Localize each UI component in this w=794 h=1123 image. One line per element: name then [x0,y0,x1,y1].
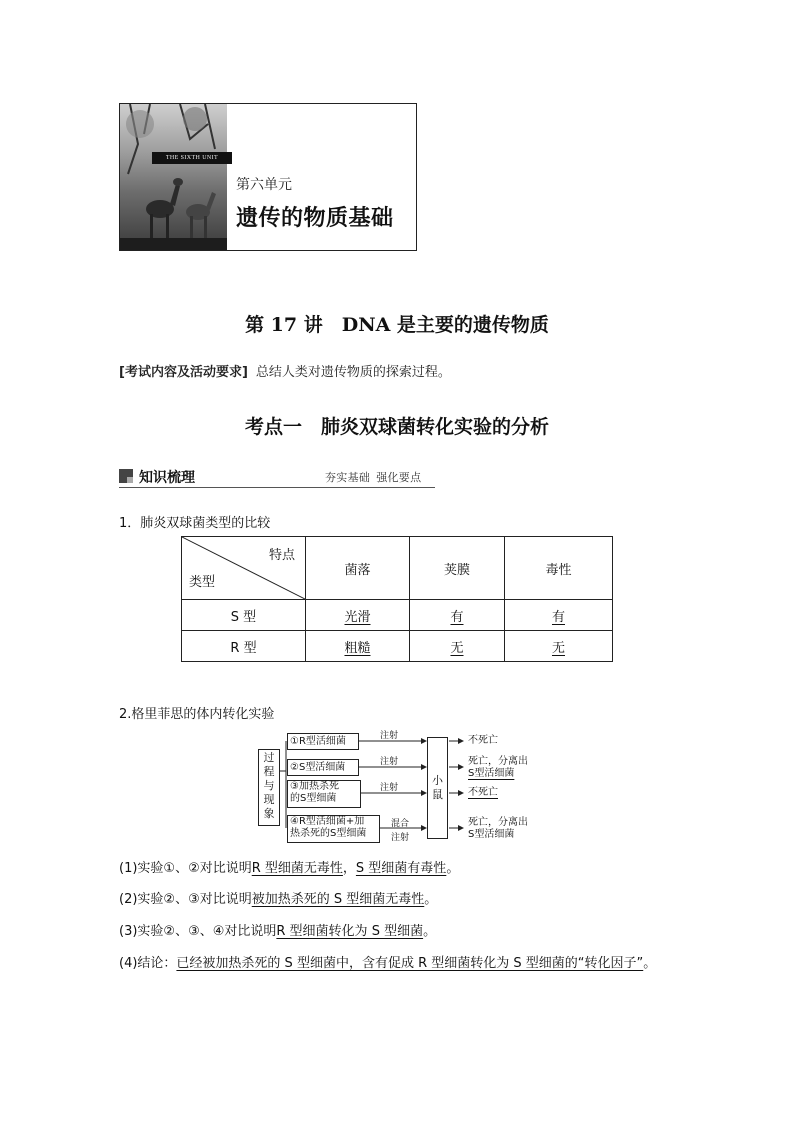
arrow-label: 注射 [380,757,399,767]
table-row [182,631,613,662]
input-text: ③加热杀死 [290,781,339,792]
deer-illustration [120,104,227,250]
table-cell [505,631,613,662]
conclusion-text: 。 [424,892,438,907]
corner-feature-label: 特点 [268,548,295,563]
requirement-text: 总结人类对遗传物质的探索过程。 [255,365,451,380]
arrow-label: 注射 [380,731,399,741]
result-text: S型活细菌 [468,829,515,840]
answer-blank: R 型细菌转化为 S 型细菌 [276,924,424,939]
unit-cover [119,103,417,251]
table-header-row [182,537,613,600]
input-text: 热杀死的S型细菌 [290,828,367,839]
table-cell [505,600,613,631]
result-text: 死亡，分离出 [468,817,528,828]
griffith-flow-diagram [258,727,538,845]
result-4 [468,817,528,841]
mouse-label-char: 鼠 [432,788,443,801]
conclusion-text: (4)结论： [119,956,177,971]
side-label-char: 现 [263,793,275,806]
unit-label: 第六单元 [236,177,292,193]
knowledge-bar-subtitle [325,469,421,485]
conclusion-text: ， [342,861,356,876]
knowledge-bar [119,465,435,489]
table-cell [306,631,410,662]
arrow-label: 混合 [391,819,410,829]
result-text: 不死亡 [468,787,498,798]
exam-requirement [119,361,451,380]
table-header-cell: 菌落 [306,537,410,600]
unit-title: 遗传的物质基础 [236,206,394,231]
corner-type-label: 类型 [189,575,216,590]
conclusion-text: 。 [423,924,437,939]
conclusion-1 [119,857,459,876]
input-text: ④R型活细菌+加 [290,816,365,827]
conclusion-2 [119,888,437,907]
side-label-char: 程 [263,765,275,778]
answer-blank: 被加热杀死的 S 型细菌无毒性 [251,892,425,907]
answer-blank: R 型细菌无毒性 [251,861,343,876]
knowledge-bar-label: 知识梳理 [139,470,195,486]
conclusion-4 [119,952,656,971]
table-row-type: R 型 [182,631,306,662]
section-title: 考点一 肺炎双球菌转化实验的分析 [244,416,549,438]
knowledge-bar-rule [119,487,435,488]
result-1 [468,735,498,747]
table-row-type: S 型 [182,600,306,631]
side-label-char: 过 [263,751,275,764]
result-text: 死亡，分离出 [468,756,528,767]
conclusion-text: (2)实验②、③对比说明 [119,892,252,907]
input-text: ②S型活细菌 [290,762,346,773]
answer-blank: 有 [551,609,565,625]
table-cell [410,600,505,631]
process-label-box [258,749,280,826]
answer-blank: 光滑 [344,609,371,625]
result-2 [468,756,528,780]
cover-banner: THE SIXTH UNIT [152,152,232,164]
arrow-label: 注射 [380,783,399,793]
knowledge-bar-sub2: 强化要点 [376,471,422,484]
input-box-2 [287,759,359,776]
input-box-1 [287,733,359,750]
answer-blank: 无 [551,640,565,656]
heading-griffith: 2.格里菲思的体内转化实验 [119,707,275,722]
conclusion-text: (1)实验①、②对比说明 [119,861,252,876]
knowledge-bar-sub1: 夯实基础 [325,471,371,484]
lecture-title: 第 17 讲 DNA 是主要的遗传物质 [245,314,549,336]
conclusion-text: (3)实验②、③、④对比说明 [119,924,277,939]
table-cell [306,600,410,631]
side-label-char: 象 [263,807,275,820]
result-text: S型活细菌 [468,768,515,779]
input-box-4 [287,815,380,843]
conclusion-text: 。 [643,956,657,971]
input-box-3 [287,780,361,808]
mouse-box [427,737,448,839]
result-3 [468,787,498,799]
square-icon [119,469,133,483]
comparison-table [181,536,613,662]
heading-comparison: 1．肺炎双球菌类型的比较 [119,516,271,531]
table-corner-cell [182,537,306,600]
answer-blank: 已经被加热杀死的 S 型细菌中，含有促成 R 型细菌转化为 S 型细菌的“转化因子” [176,956,644,971]
conclusion-text: 。 [446,861,460,876]
cover-photo-deer [120,104,227,250]
requirement-tag: [考试内容及活动要求] [119,365,248,380]
answer-blank: 粗糙 [344,640,371,656]
input-text: 的S型细菌 [290,793,337,804]
table-cell [410,631,505,662]
arrow-label: 注射 [391,833,410,843]
conclusion-3 [119,920,436,939]
answer-blank: 有 [450,609,464,625]
table-header-cell: 毒性 [505,537,613,600]
table-header-cell: 荚膜 [410,537,505,600]
result-text: 不死亡 [468,735,498,746]
input-text: ①R型活细菌 [290,736,346,747]
answer-blank: S 型细菌有毒性 [355,861,447,876]
mouse-label-char: 小 [432,774,443,787]
side-label-char: 与 [263,779,275,792]
table-row [182,600,613,631]
answer-blank: 无 [450,640,464,656]
